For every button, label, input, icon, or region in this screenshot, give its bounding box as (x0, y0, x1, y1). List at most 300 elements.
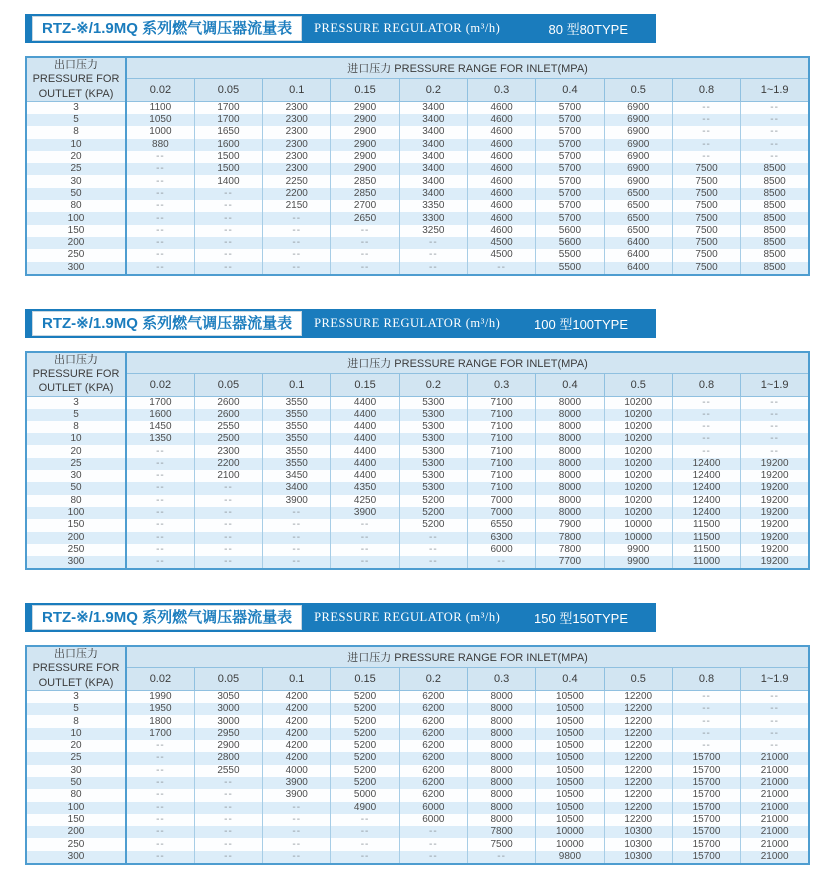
flow-value: 4250 (331, 495, 399, 507)
flow-value: 10500 (536, 814, 604, 826)
flow-value: 10300 (604, 851, 672, 864)
flow-value: 8500 (741, 188, 809, 200)
flow-value: -- (156, 826, 165, 838)
flow-value: 3550 (263, 421, 331, 433)
flow-value: 6900 (604, 102, 672, 115)
flow-value: 5700 (536, 139, 604, 151)
flow-value: 4400 (331, 470, 399, 482)
flow-value: -- (331, 826, 399, 838)
inlet-col-header: 0.15 (331, 373, 399, 396)
flow-value: 8000 (536, 396, 604, 409)
flow-value: -- (741, 102, 809, 115)
outlet-header-cn: 出口压力 (54, 648, 98, 661)
table-row (26, 495, 809, 507)
outlet-pressure-value: 100 (26, 507, 126, 519)
flow-value: -- (672, 409, 740, 421)
flow-value: 3400 (399, 188, 467, 200)
outlet-pressure-value: 250 (26, 249, 126, 261)
flow-value: 5300 (399, 445, 467, 457)
flow-value: 8000 (536, 445, 604, 457)
section-header-bar (25, 309, 656, 338)
flow-value: 8500 (741, 200, 809, 212)
flow-value: 5200 (331, 777, 399, 789)
outlet-pressure-value: 300 (26, 851, 126, 864)
flow-value: 4500 (467, 237, 535, 249)
flow-value: 15700 (672, 752, 740, 764)
table-row (26, 851, 809, 864)
inlet-col-header: 0.05 (194, 373, 262, 396)
flow-value: 12200 (604, 728, 672, 740)
outlet-pressure-header (26, 352, 126, 397)
flow-value: -- (194, 556, 262, 569)
outlet-pressure-value: 50 (26, 188, 126, 200)
flow-value: 5700 (536, 163, 604, 175)
flow-value: 8000 (467, 740, 535, 752)
inlet-col-header: 0.02 (126, 373, 194, 396)
flow-value: 6200 (399, 715, 467, 727)
flow-value: -- (194, 262, 262, 275)
flow-value: 5700 (536, 212, 604, 224)
flow-value: 3400 (399, 139, 467, 151)
flow-value: 7000 (467, 507, 535, 519)
flow-value: 3900 (331, 507, 399, 519)
flow-value: -- (156, 470, 165, 482)
flow-value: 12200 (604, 703, 672, 715)
flow-value: -- (672, 433, 740, 445)
flow-value: 6500 (604, 225, 672, 237)
flow-value: 5300 (399, 396, 467, 409)
flow-value: 21000 (741, 814, 809, 826)
flow-value: -- (399, 556, 467, 569)
flow-value: 1800 (149, 715, 172, 727)
flow-value: -- (741, 445, 809, 457)
outlet-header-cn: 出口压力 (54, 353, 98, 366)
flow-value: -- (194, 482, 262, 494)
flow-value: 3550 (263, 409, 331, 421)
flow-value: 5200 (399, 495, 467, 507)
flow-value: -- (399, 532, 467, 544)
table-row (26, 396, 809, 409)
flow-value: 4400 (331, 421, 399, 433)
table-row (26, 212, 809, 224)
outlet-pressure-value: 5 (26, 703, 126, 715)
flow-value: 4200 (263, 715, 331, 727)
flow-value: 2300 (263, 163, 331, 175)
flow-value: 6200 (399, 765, 467, 777)
flow-value: 1700 (194, 102, 262, 115)
table-row (26, 826, 809, 838)
flow-value: 8500 (741, 175, 809, 187)
flow-value: -- (399, 826, 467, 838)
table-row (26, 188, 809, 200)
flow-value: 2300 (194, 445, 262, 457)
subtitle-en: PRESSURE REGULATOR (m³/h) (314, 315, 501, 330)
outlet-pressure-value: 200 (26, 826, 126, 838)
flow-value: 8000 (536, 495, 604, 507)
flow-value: 12200 (604, 740, 672, 752)
flow-value: 8000 (467, 691, 535, 704)
flow-value: 4200 (263, 740, 331, 752)
flow-value: 6200 (399, 703, 467, 715)
flow-value: -- (399, 838, 467, 850)
flow-value: 4350 (331, 482, 399, 494)
flow-value: 7500 (672, 175, 740, 187)
flow-value: 5200 (331, 765, 399, 777)
flow-value: -- (672, 139, 740, 151)
inlet-col-header: 0.8 (672, 79, 740, 102)
outlet-pressure-value: 25 (26, 458, 126, 470)
flow-value: -- (156, 151, 165, 163)
outlet-header-en-line1: PRESSURE FOR (32, 662, 120, 675)
flow-value: 15700 (672, 814, 740, 826)
flow-value: -- (156, 531, 165, 543)
flow-value: 4500 (467, 249, 535, 261)
flow-value: -- (741, 126, 809, 138)
outlet-pressure-value: 80 (26, 789, 126, 801)
flow-value: 3400 (399, 114, 467, 126)
flow-value: 4600 (467, 188, 535, 200)
flow-value: -- (263, 519, 331, 531)
regulator-section-100type (25, 309, 825, 571)
table-row (26, 519, 809, 531)
flow-value: -- (194, 200, 262, 212)
outlet-pressure-value: 80 (26, 495, 126, 507)
flow-value: 8000 (467, 802, 535, 814)
flow-value: -- (672, 728, 740, 740)
inlet-col-header: 0.8 (672, 668, 740, 691)
flow-value: -- (156, 507, 165, 519)
flow-value: -- (741, 691, 809, 704)
flow-value: 2200 (263, 188, 331, 200)
table-row (26, 765, 809, 777)
flow-value: 5000 (331, 789, 399, 801)
outlet-pressure-value: 20 (26, 445, 126, 457)
flow-value: 2300 (263, 139, 331, 151)
flow-value: 6000 (399, 814, 467, 826)
flow-value: 2300 (263, 102, 331, 115)
inlet-col-header: 0.2 (399, 373, 467, 396)
outlet-pressure-value: 150 (26, 225, 126, 237)
outlet-header-en-line2: OUTLET (KPA) (38, 87, 114, 100)
flow-value: 10500 (536, 740, 604, 752)
flow-value: -- (672, 703, 740, 715)
outlet-pressure-value: 3 (26, 396, 126, 409)
flow-value: -- (331, 249, 399, 261)
inlet-col-header: 0.4 (536, 79, 604, 102)
inlet-col-header: 0.1 (263, 668, 331, 691)
flow-value: 3400 (399, 163, 467, 175)
table-row (26, 752, 809, 764)
flow-value: 8000 (467, 728, 535, 740)
outlet-pressure-value: 250 (26, 544, 126, 556)
flow-value: 2200 (194, 458, 262, 470)
outlet-pressure-value: 50 (26, 777, 126, 789)
flow-value: 2550 (194, 421, 262, 433)
table-row (26, 445, 809, 457)
flow-value: 10200 (604, 409, 672, 421)
subtitle-en: PRESSURE REGULATOR (m³/h) (314, 21, 501, 35)
flow-value: 1600 (194, 139, 262, 151)
flow-value: 3400 (399, 175, 467, 187)
flow-value: 5200 (331, 728, 399, 740)
outlet-pressure-value: 8 (26, 421, 126, 433)
flow-value: 3350 (399, 200, 467, 212)
flow-value: -- (741, 139, 809, 151)
flow-value: 3400 (399, 126, 467, 138)
flow-value: -- (194, 838, 262, 850)
outlet-pressure-value: 5 (26, 409, 126, 421)
table-row (26, 237, 809, 249)
table-row (26, 458, 809, 470)
flow-value: -- (741, 421, 809, 433)
table-row (26, 703, 809, 715)
flow-value: 5200 (331, 740, 399, 752)
table-row (26, 802, 809, 814)
flow-value: 10200 (604, 482, 672, 494)
flow-value: 7500 (672, 163, 740, 175)
flow-value: -- (331, 519, 399, 531)
flow-value: -- (672, 396, 740, 409)
flow-value: 10500 (536, 728, 604, 740)
flow-value: 12400 (672, 458, 740, 470)
flow-value: 8500 (741, 262, 809, 275)
flow-value: 4200 (263, 703, 331, 715)
flow-value: 5700 (536, 102, 604, 115)
outlet-pressure-value: 20 (26, 740, 126, 752)
flow-value: -- (399, 544, 467, 556)
flow-value: 19200 (741, 519, 809, 531)
flow-value: 880 (152, 138, 169, 150)
flow-value: 6900 (604, 175, 672, 187)
flow-value: 10000 (604, 519, 672, 531)
regulator-section-80type (25, 14, 825, 276)
flow-value: -- (263, 826, 331, 838)
table-row (26, 838, 809, 850)
flow-value: 6900 (604, 114, 672, 126)
flow-value: -- (331, 556, 399, 569)
flow-value: 8000 (467, 765, 535, 777)
flow-value: 10500 (536, 752, 604, 764)
flow-value: -- (156, 764, 165, 776)
outlet-pressure-value: 8 (26, 126, 126, 138)
flow-value: 6900 (604, 151, 672, 163)
flow-value: 2150 (263, 200, 331, 212)
flow-value: 3250 (399, 225, 467, 237)
flow-value: 7100 (467, 482, 535, 494)
outlet-header-en-line2: OUTLET (KPA) (38, 676, 114, 689)
flow-value: 7100 (467, 409, 535, 421)
flow-value: 4400 (331, 409, 399, 421)
flow-value: 4200 (263, 691, 331, 704)
flow-value: 8500 (741, 249, 809, 261)
flow-value: 5300 (399, 458, 467, 470)
outlet-pressure-value: 150 (26, 519, 126, 531)
inlet-col-header: 0.5 (604, 668, 672, 691)
inlet-col-header: 0.15 (331, 79, 399, 102)
table-row (26, 728, 809, 740)
flow-value: -- (263, 838, 331, 850)
flow-value: 15700 (672, 838, 740, 850)
flow-value: 5200 (331, 691, 399, 704)
flow-value: 5300 (399, 470, 467, 482)
flow-value: 11500 (672, 544, 740, 556)
flow-value: -- (331, 225, 399, 237)
outlet-pressure-value: 200 (26, 237, 126, 249)
flow-value: -- (156, 838, 165, 850)
flow-value: 21000 (741, 838, 809, 850)
outlet-pressure-value: 3 (26, 102, 126, 115)
outlet-pressure-value: 100 (26, 212, 126, 224)
flow-value: -- (194, 495, 262, 507)
table-row (26, 814, 809, 826)
flow-value: 12200 (604, 777, 672, 789)
inlet-col-header: 0.05 (194, 79, 262, 102)
inlet-col-header: 0.3 (467, 79, 535, 102)
flow-value: 2850 (331, 175, 399, 187)
flow-value: -- (741, 433, 809, 445)
flow-value: 9900 (604, 544, 672, 556)
regulator-section-150type (25, 603, 825, 865)
flow-value: 10500 (536, 703, 604, 715)
flow-value: 2550 (194, 765, 262, 777)
flow-value: -- (331, 544, 399, 556)
flow-value: 5300 (399, 482, 467, 494)
inlet-col-header: 0.15 (331, 668, 399, 691)
flow-value: -- (672, 740, 740, 752)
outlet-pressure-value: 8 (26, 715, 126, 727)
inlet-col-header: 0.3 (467, 373, 535, 396)
flow-value: 7700 (536, 556, 604, 569)
flow-value: 21000 (741, 826, 809, 838)
series-title: RTZ-※/1.9MQ 系列燃气调压器流量表 (32, 16, 302, 41)
table-row (26, 544, 809, 556)
flow-value: 6200 (399, 789, 467, 801)
flow-value: 6900 (604, 126, 672, 138)
flow-value: 3450 (263, 470, 331, 482)
flow-value: -- (156, 740, 165, 752)
flow-value: 19200 (741, 495, 809, 507)
flow-value: 12200 (604, 814, 672, 826)
flow-value: 8000 (536, 409, 604, 421)
flow-value: 7500 (672, 249, 740, 261)
table-row (26, 777, 809, 789)
table-row (26, 433, 809, 445)
flow-value: 7500 (672, 188, 740, 200)
flow-value: 6500 (604, 188, 672, 200)
flow-value: 8000 (467, 752, 535, 764)
flow-value: 8000 (536, 421, 604, 433)
flow-value: 6200 (399, 777, 467, 789)
flow-value: 5200 (331, 703, 399, 715)
flow-value: -- (156, 543, 165, 555)
flow-value: -- (156, 237, 165, 249)
flow-value: 10300 (604, 838, 672, 850)
flow-value: 8000 (536, 458, 604, 470)
flow-value: 5700 (536, 200, 604, 212)
flow-value: -- (263, 507, 331, 519)
flow-value: 7100 (467, 470, 535, 482)
flow-value: 10200 (604, 433, 672, 445)
inlet-col-header: 0.2 (399, 79, 467, 102)
flow-value: 12200 (604, 765, 672, 777)
flow-value: 4200 (263, 752, 331, 764)
flow-value: 2800 (194, 752, 262, 764)
flow-value: 2900 (331, 114, 399, 126)
flow-value: 7800 (467, 826, 535, 838)
flow-value: 4600 (467, 151, 535, 163)
flow-value: 7500 (672, 237, 740, 249)
table-row (26, 102, 809, 115)
flow-table-150type (25, 645, 810, 865)
outlet-pressure-value: 200 (26, 532, 126, 544)
flow-value: -- (263, 212, 331, 224)
table-row (26, 556, 809, 569)
outlet-pressure-header (26, 57, 126, 102)
flow-value: 4600 (467, 163, 535, 175)
flow-value: 5200 (399, 519, 467, 531)
flow-value: 10200 (604, 458, 672, 470)
flow-value: 7800 (536, 532, 604, 544)
flow-value: 2300 (263, 151, 331, 163)
flow-value: -- (672, 102, 740, 115)
flow-value: -- (194, 802, 262, 814)
flow-value: 5700 (536, 175, 604, 187)
flow-value: 12200 (604, 752, 672, 764)
flow-value: 4200 (263, 728, 331, 740)
outlet-pressure-header (26, 646, 126, 691)
inlet-col-header: 0.8 (672, 373, 740, 396)
flow-value: 10500 (536, 715, 604, 727)
flow-value: 5200 (331, 752, 399, 764)
flow-value: 8000 (536, 470, 604, 482)
flow-value: 2900 (194, 740, 262, 752)
flow-value: -- (741, 114, 809, 126)
flow-value: 1000 (149, 126, 172, 138)
flow-value: 6200 (399, 752, 467, 764)
outlet-pressure-value: 300 (26, 262, 126, 275)
flow-value: 1700 (149, 727, 172, 739)
flow-value: 1500 (194, 151, 262, 163)
table-row (26, 715, 809, 727)
flow-value: 6200 (399, 691, 467, 704)
flow-value: 2900 (331, 102, 399, 115)
inlet-col-header: 0.02 (126, 668, 194, 691)
flow-value: 15700 (672, 826, 740, 838)
outlet-pressure-value: 25 (26, 752, 126, 764)
outlet-header-cn: 出口压力 (54, 59, 98, 72)
flow-value: -- (194, 826, 262, 838)
flow-value: -- (156, 163, 165, 175)
series-title: RTZ-※/1.9MQ 系列燃气调压器流量表 (32, 605, 302, 630)
flow-value: 5700 (536, 188, 604, 200)
flow-value: 10200 (604, 445, 672, 457)
flow-value: 11500 (672, 532, 740, 544)
flow-value: 9900 (604, 556, 672, 569)
flow-value: 8000 (467, 814, 535, 826)
flow-value: 2950 (194, 728, 262, 740)
flow-value: 8500 (741, 212, 809, 224)
flow-value: 3900 (263, 777, 331, 789)
flow-value: -- (194, 777, 262, 789)
flow-value: 8000 (536, 482, 604, 494)
flow-value: 12400 (672, 495, 740, 507)
flow-value: 5300 (399, 433, 467, 445)
flow-value: 15700 (672, 789, 740, 801)
flow-value: -- (194, 212, 262, 224)
flow-value: 3050 (194, 691, 262, 704)
outlet-pressure-value: 30 (26, 470, 126, 482)
flow-value: 19200 (741, 482, 809, 494)
